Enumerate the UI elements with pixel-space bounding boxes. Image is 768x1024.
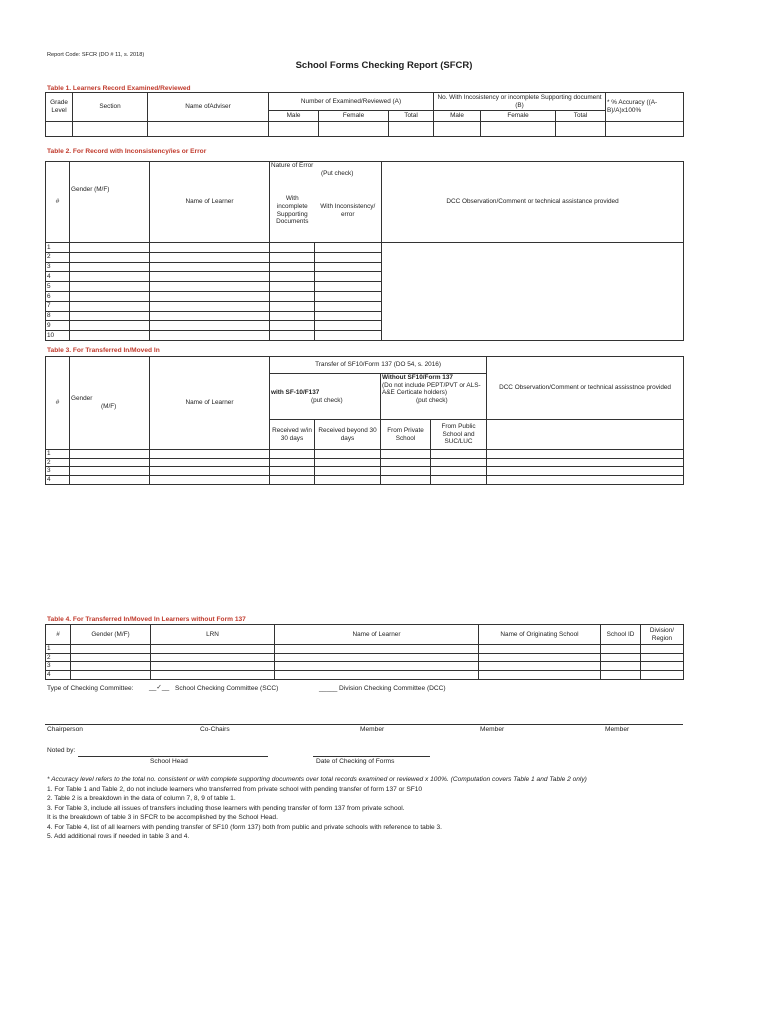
- school-id-header: School ID: [601, 625, 641, 645]
- cell[interactable]: [270, 311, 315, 321]
- cell[interactable]: [275, 645, 479, 654]
- cell[interactable]: [315, 252, 382, 262]
- cell[interactable]: [601, 671, 641, 680]
- cell[interactable]: [270, 467, 315, 476]
- learner-name-header: Name of Learner: [150, 162, 270, 243]
- cell[interactable]: [381, 467, 431, 476]
- cell[interactable]: [71, 662, 151, 671]
- member-label: Member: [480, 726, 505, 733]
- signature-line: [45, 724, 683, 725]
- cell[interactable]: [641, 645, 684, 654]
- cell[interactable]: [70, 272, 150, 282]
- cell[interactable]: [315, 331, 382, 341]
- cell[interactable]: [606, 122, 684, 137]
- row-number: 3: [46, 467, 70, 476]
- cell[interactable]: [70, 331, 150, 341]
- note-line: 3. For Table 3, include all issues of transfers including those learners with pending transfer of form 137 from private school.: [47, 804, 405, 812]
- cell[interactable]: [270, 476, 315, 485]
- cochairs-label: Co-Chairs: [200, 726, 230, 733]
- cell[interactable]: [70, 262, 150, 272]
- cell[interactable]: [270, 291, 315, 301]
- with-sf10-header: [270, 374, 381, 420]
- table3: [45, 356, 684, 485]
- originating-school-header: Name of Originating School: [479, 625, 601, 645]
- cell[interactable]: [275, 653, 479, 662]
- cell[interactable]: [148, 122, 269, 137]
- cell[interactable]: [479, 671, 601, 680]
- cell[interactable]: [381, 458, 431, 467]
- cell[interactable]: [70, 311, 150, 321]
- cell[interactable]: [151, 671, 275, 680]
- cell[interactable]: [315, 282, 382, 292]
- cell[interactable]: [71, 645, 151, 654]
- row-number: 1: [46, 645, 71, 654]
- cell[interactable]: [150, 331, 270, 341]
- cell[interactable]: [431, 458, 487, 467]
- row-number: 1: [46, 450, 70, 459]
- gender-header: [70, 357, 150, 450]
- cell[interactable]: [70, 467, 150, 476]
- cell[interactable]: [315, 450, 381, 459]
- cell[interactable]: [431, 450, 487, 459]
- learner-name-header: Name of Learner: [150, 357, 270, 450]
- with-sf10-label: with SF-10/F137: [271, 388, 320, 396]
- table1-caption: Table 1. Learners Record Examined/Reviewed: [47, 85, 191, 92]
- cell[interactable]: [269, 122, 319, 137]
- cell[interactable]: [434, 122, 481, 137]
- cell[interactable]: [381, 450, 431, 459]
- row-number: 2: [46, 458, 70, 467]
- put-check-label: (Put check): [321, 169, 354, 177]
- accuracy-header: * % Accuracy ((A-B)/A)x100%: [606, 93, 684, 122]
- row-number: 4: [46, 476, 70, 485]
- table-row: [46, 243, 684, 253]
- row-number: 3: [46, 662, 71, 671]
- dcc-checkbox[interactable]: _____: [319, 685, 338, 692]
- gender-label: Gender: [71, 395, 93, 403]
- cell[interactable]: [71, 653, 151, 662]
- cell[interactable]: [479, 662, 601, 671]
- examined-header: Number of Examined/Reviewed (A): [269, 93, 434, 111]
- page-title: School Forms Checking Report (SFCR): [295, 60, 473, 71]
- cell[interactable]: [150, 321, 270, 331]
- table-row: [46, 645, 684, 654]
- note-line: It is the breakdown of table 3 in SFCR to be accomplished by the School Head.: [47, 814, 278, 822]
- num-header: #: [46, 357, 70, 450]
- cell[interactable]: [70, 476, 150, 485]
- without-note: (Do not include PEPT/PVT or ALS-A&E Certicate holders): [382, 381, 481, 397]
- lrn-header: LRN: [151, 625, 275, 645]
- member-label: Member: [605, 726, 630, 733]
- cell[interactable]: [481, 122, 556, 137]
- dcc-cell[interactable]: [382, 243, 684, 341]
- cell[interactable]: [150, 252, 270, 262]
- mf-label: (M/F): [101, 403, 117, 410]
- note-line: 1. For Table 1 and Table 2, do not include learners who transferred from private school with pending transfer of form 137 or SF10: [47, 785, 423, 793]
- cell[interactable]: [315, 467, 381, 476]
- cell[interactable]: [315, 291, 382, 301]
- public-school-header: From Public School and SUC/LUC: [431, 420, 487, 450]
- cell[interactable]: [641, 653, 684, 662]
- cell[interactable]: [270, 321, 315, 331]
- table-row: [46, 476, 684, 485]
- cell[interactable]: [70, 252, 150, 262]
- cell[interactable]: [46, 122, 73, 137]
- cell[interactable]: [487, 476, 684, 485]
- cell[interactable]: [431, 467, 487, 476]
- cell[interactable]: [275, 671, 479, 680]
- cell[interactable]: [601, 645, 641, 654]
- cell[interactable]: [270, 262, 315, 272]
- total-header: Total: [556, 111, 606, 122]
- cell[interactable]: [151, 662, 275, 671]
- male-header: Male: [434, 111, 481, 122]
- female-header: Female: [319, 111, 389, 122]
- gender-header: Gender (M/F): [71, 625, 151, 645]
- table-row: [46, 653, 684, 662]
- cell[interactable]: [150, 291, 270, 301]
- cell[interactable]: [487, 450, 684, 459]
- without-sf10-label: Without SF10/Form 137: [382, 374, 453, 381]
- cell[interactable]: [315, 311, 382, 321]
- table-row: [46, 467, 684, 476]
- transfer-header: Transfer of SF10/Form 137 (DO 54, s. 2016): [270, 357, 487, 374]
- nature-label: Nature of Error: [271, 162, 314, 169]
- noted-by-label: Noted by:: [47, 747, 76, 754]
- cell[interactable]: [151, 653, 275, 662]
- beyond-30-header: Received beyond 30 days: [315, 420, 381, 450]
- note-line: 4. For Table 4, list of all learners with pending transfer of SF10 (form 137) both from public and private schools with reference to table 3.: [47, 823, 442, 831]
- row-number: 5: [46, 282, 70, 292]
- member-label: Member: [360, 726, 385, 733]
- date-checking-label: Date of Checking of Forms: [316, 758, 395, 765]
- scc-label: School Checking Committee (SCC): [175, 685, 279, 692]
- cell[interactable]: [270, 301, 315, 311]
- committee-label: Type of Checking Committee:: [47, 685, 134, 692]
- table4: [45, 624, 684, 680]
- cell[interactable]: [70, 458, 150, 467]
- cell[interactable]: [479, 645, 601, 654]
- cell[interactable]: [150, 311, 270, 321]
- dcc-header: DCC Observation/Comment or technical assisstnce provided: [487, 357, 684, 420]
- cell[interactable]: [601, 653, 641, 662]
- date-line: [313, 756, 430, 757]
- cell[interactable]: [150, 467, 270, 476]
- cell[interactable]: [431, 476, 487, 485]
- report-code: Report Code: SFCR (DO # 11, s. 2018): [47, 52, 145, 58]
- female-header: Female: [481, 111, 556, 122]
- cell[interactable]: [641, 662, 684, 671]
- note-line: 5. Add additional rows if needed in table 3 and 4.: [47, 833, 190, 841]
- table2-caption: Table 2. For Record with Inconsistency/ies or Error: [47, 148, 207, 155]
- note-line: * Accuracy level refers to the total no. consistent or with complete supporting documents over total records examined or reviewed x 100%. (Computation covers Table 1 and Table 2 only): [47, 776, 587, 783]
- cell[interactable]: [319, 122, 389, 137]
- cell[interactable]: [487, 458, 684, 467]
- cell[interactable]: [389, 122, 434, 137]
- cell[interactable]: [270, 282, 315, 292]
- adviser-header: Name ofAdviser: [148, 93, 269, 122]
- table2: [45, 161, 684, 341]
- section-header: Section: [73, 93, 148, 122]
- row-number: 4: [46, 671, 71, 680]
- cell[interactable]: [315, 321, 382, 331]
- cell[interactable]: [270, 272, 315, 282]
- row-number: 4: [46, 272, 70, 282]
- cell[interactable]: [70, 291, 150, 301]
- row-number: 6: [46, 291, 70, 301]
- private-school-header: From Private School: [381, 420, 431, 450]
- cell[interactable]: [270, 243, 315, 253]
- cell[interactable]: [150, 243, 270, 253]
- cell[interactable]: [70, 282, 150, 292]
- cell[interactable]: [381, 476, 431, 485]
- table1: [45, 92, 684, 137]
- cell[interactable]: [150, 301, 270, 311]
- num-header: #: [46, 162, 70, 243]
- cell[interactable]: [150, 476, 270, 485]
- cell[interactable]: [315, 243, 382, 253]
- cell[interactable]: [315, 272, 382, 282]
- table-row: [46, 122, 684, 137]
- note-line: 2. Table 2 is a breakdown in the data of column 7, 8, 9 of table 1.: [47, 795, 236, 803]
- gender-header: Gender (M/F): [70, 162, 150, 243]
- nature-of-error-header: [270, 162, 382, 180]
- put-check-label: (put check): [416, 397, 448, 405]
- dcc-label: Division Checking Committee (DCC): [339, 685, 446, 692]
- cell[interactable]: [270, 450, 315, 459]
- cell[interactable]: [150, 262, 270, 272]
- total-header: Total: [389, 111, 434, 122]
- cell[interactable]: [487, 467, 684, 476]
- table-row: [46, 671, 684, 680]
- cell[interactable]: [70, 301, 150, 311]
- row-number: 3: [46, 262, 70, 272]
- table-row: [46, 662, 684, 671]
- row-number: 2: [46, 653, 71, 662]
- cell[interactable]: [73, 122, 148, 137]
- table-row: [46, 458, 684, 467]
- school-head-line: [78, 756, 268, 757]
- row-number: 8: [46, 311, 70, 321]
- cell[interactable]: [641, 671, 684, 680]
- cell[interactable]: [150, 282, 270, 292]
- dcc-header: DCC Observation/Comment or technical assistance provided: [382, 162, 684, 243]
- row-number: 2: [46, 252, 70, 262]
- school-head-label: School Head: [150, 758, 188, 765]
- grade-level-header: Grade Level: [46, 93, 73, 122]
- cell[interactable]: [270, 458, 315, 467]
- division-header: Division/ Region: [641, 625, 684, 645]
- cell[interactable]: [315, 476, 381, 485]
- cell[interactable]: [315, 458, 381, 467]
- cell[interactable]: [556, 122, 606, 137]
- num-header: #: [46, 625, 71, 645]
- put-check-label: (put check): [311, 396, 343, 404]
- inconsistency-header: With Inconsistency/ error: [315, 180, 382, 243]
- row-number: 9: [46, 321, 70, 331]
- cell[interactable]: [275, 662, 479, 671]
- cell[interactable]: [71, 671, 151, 680]
- row-number: 7: [46, 301, 70, 311]
- inconsistency-header: No. With Incosistency or incomplete Supporting document (B): [434, 93, 606, 111]
- without-sf10-header: [381, 374, 487, 420]
- cell[interactable]: [315, 301, 382, 311]
- cell[interactable]: [150, 458, 270, 467]
- notes: [47, 776, 727, 843]
- learner-name-header: Name of Learner: [275, 625, 479, 645]
- dcc-cell: [487, 420, 684, 450]
- scc-checkbox[interactable]: __✓__: [149, 684, 170, 691]
- cell[interactable]: [70, 321, 150, 331]
- within-30-header: Received w/in 30 days: [270, 420, 315, 450]
- cell[interactable]: [270, 331, 315, 341]
- cell[interactable]: [151, 645, 275, 654]
- row-number: 10: [46, 331, 70, 341]
- cell[interactable]: [601, 662, 641, 671]
- chairperson-label: Chairperson: [47, 726, 83, 733]
- cell[interactable]: [150, 272, 270, 282]
- cell[interactable]: [70, 243, 150, 253]
- row-number: 1: [46, 243, 70, 253]
- cell[interactable]: [270, 252, 315, 262]
- table3-caption: Table 3. For Transferred In/Moved In: [47, 347, 160, 354]
- table4-caption: Table 4. For Transferred In/Moved In Learners without Form 137: [47, 616, 246, 623]
- cell[interactable]: [315, 262, 382, 272]
- table-row: [46, 450, 684, 459]
- cell[interactable]: [150, 450, 270, 459]
- cell[interactable]: [70, 450, 150, 459]
- male-header: Male: [269, 111, 319, 122]
- incomplete-header: With incomplete Supporting Documents: [270, 180, 315, 243]
- cell[interactable]: [479, 653, 601, 662]
